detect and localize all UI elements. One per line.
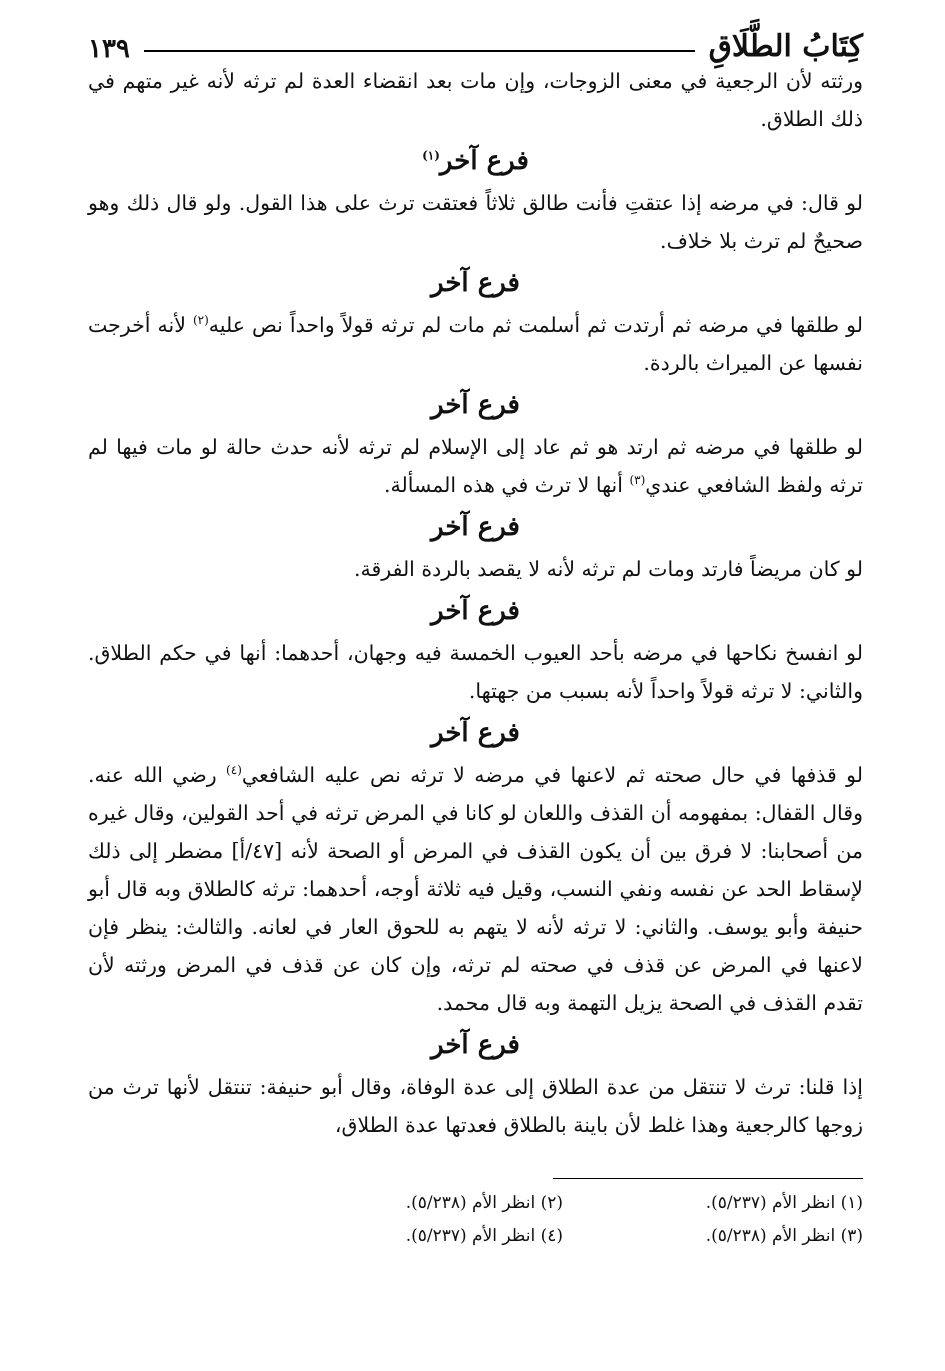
- footnote-marker: (٢): [192, 313, 209, 328]
- footnote-2: (٢) انظر الأم (٥/٢٣٨).: [405, 1193, 563, 1213]
- paragraph: [88, 550, 863, 588]
- paragraph-text-continued: رضي الله عنه. وقال القفال: بمفهومه أن القذف واللعان لو كانا في المرض ترثه في أحد القولين، وقال غيره من أصحابنا: لا فرق بين أن يكون القذف في المرض أو الصحة لأنه [٤٧/أ] مضطر إلى ذلك لإسقاط الحد عن نفسه ونفي النسب، وقيل فيه ثلاثة أوجه، أحدهما: ترثه كالطلاق وبه قال أبو حنيفة وأبو يوسف. والثاني: لا ترثه لأنه لا يتهم به للحوق العار في لعانه. والثالث: ينظر فإن لاعنها في المرض عن قذف في صحته لم ترثه، وإن كان عن قذف في المرض ورثته لأن تقدم القذف في الصحة يزيل التهمة وبه قال محمد.: [88, 763, 863, 1015]
- paragraph: [88, 306, 863, 382]
- paragraph: [88, 1068, 863, 1144]
- footnote-1: (١) انظر الأم (٥/٢٣٧).: [705, 1193, 863, 1213]
- heading-text: فرع آخر: [431, 596, 520, 626]
- heading-text: فرع آخر: [431, 512, 520, 542]
- paragraph: [88, 756, 863, 1022]
- section-heading: [88, 382, 863, 428]
- running-header: [88, 18, 863, 62]
- heading-text: فرع آخر: [431, 718, 520, 748]
- chapter-title: كِتَابُ الطَّلَاقِ: [708, 29, 863, 64]
- body-text: [88, 62, 863, 1144]
- section-heading: [88, 1022, 863, 1068]
- paragraph: [88, 62, 863, 138]
- paragraph: [88, 634, 863, 710]
- paragraph-text: لو قال: في مرضه إذا عتقتِ فأنت طالق ثلاثاً فعتقت ترث على هذا القول. ولو قال ذلك وهو صحيحٌ لم ترث بلا خلاف.: [88, 191, 863, 253]
- section-heading: [88, 138, 863, 184]
- page-number: ١٣٩: [88, 34, 130, 64]
- paragraph-text: لو كان مريضاً فارتد ومات لم ترثه لأنه لا يقصد بالردة الفرقة.: [353, 557, 863, 581]
- paragraph-text-continued: أنها لا ترث في هذه المسألة.: [383, 473, 630, 497]
- heading-text: فرع آخر: [431, 268, 520, 298]
- book-page: [88, 18, 863, 1253]
- heading-text: فرع آخر: [431, 1030, 520, 1060]
- paragraph-text-continued: لأنه أخرجت نفسها عن الميراث بالردة.: [88, 313, 863, 375]
- header-rule: [144, 50, 695, 52]
- heading-text: فرع آخر: [439, 146, 529, 176]
- paragraph-text: إذا قلنا: ترث لا تنتقل من عدة الطلاق إلى عدة الوفاة، وقال أبو حنيفة: تنتقل لأنها ترث من زوجها كالرجعية وهذا غلط لأن باينة بالطلاق فعدتها عدة الطلاق،: [88, 1075, 863, 1137]
- section-heading: [88, 588, 863, 634]
- paragraph: [88, 184, 863, 260]
- section-heading: [88, 504, 863, 550]
- paragraph-text: لو طلقها في مرضه ثم ارتد هو ثم عاد إلى الإسلام لم ترثه لأنه حدث حالة لو مات فيها لم ترثه ولفظ الشافعي عندي: [88, 435, 863, 497]
- paragraph-text: لو طلقها في مرضه ثم أرتدت ثم أسلمت ثم مات لم ترثه قولاً واحداً نص عليه: [208, 313, 863, 337]
- section-heading: [88, 260, 863, 306]
- section-heading: [88, 710, 863, 756]
- footnotes: [263, 1187, 863, 1253]
- paragraph: [88, 428, 863, 504]
- footnote-marker: (١): [422, 148, 440, 163]
- heading-text: فرع آخر: [431, 390, 520, 420]
- footnote-rule: [553, 1178, 863, 1179]
- footnote-3: (٣) انظر الأم (٥/٢٣٨).: [705, 1226, 863, 1246]
- footnote-marker: (٣): [629, 473, 646, 488]
- footnote-4: (٤) انظر الأم (٥/٢٣٧).: [405, 1226, 563, 1246]
- paragraph-text: ورثته لأن الرجعية في معنى الزوجات، وإن مات بعد انقضاء العدة لم ترثه لأنه غير متهم في ذلك الطلاق.: [88, 69, 863, 131]
- paragraph-text: لو قذفها في حال صحته ثم لاعنها في مرضه لا ترثه نص عليه الشافعي: [241, 763, 863, 787]
- footnote-marker: (٤): [226, 763, 242, 778]
- paragraph-text: لو انفسخ نكاحها في مرضه بأحد العيوب الخمسة فيه وجهان، أحدهما: أنها في حكم الطلاق. والثاني: لا ترثه قولاً واحداً لأنه بسبب من جهتها.: [88, 641, 863, 703]
